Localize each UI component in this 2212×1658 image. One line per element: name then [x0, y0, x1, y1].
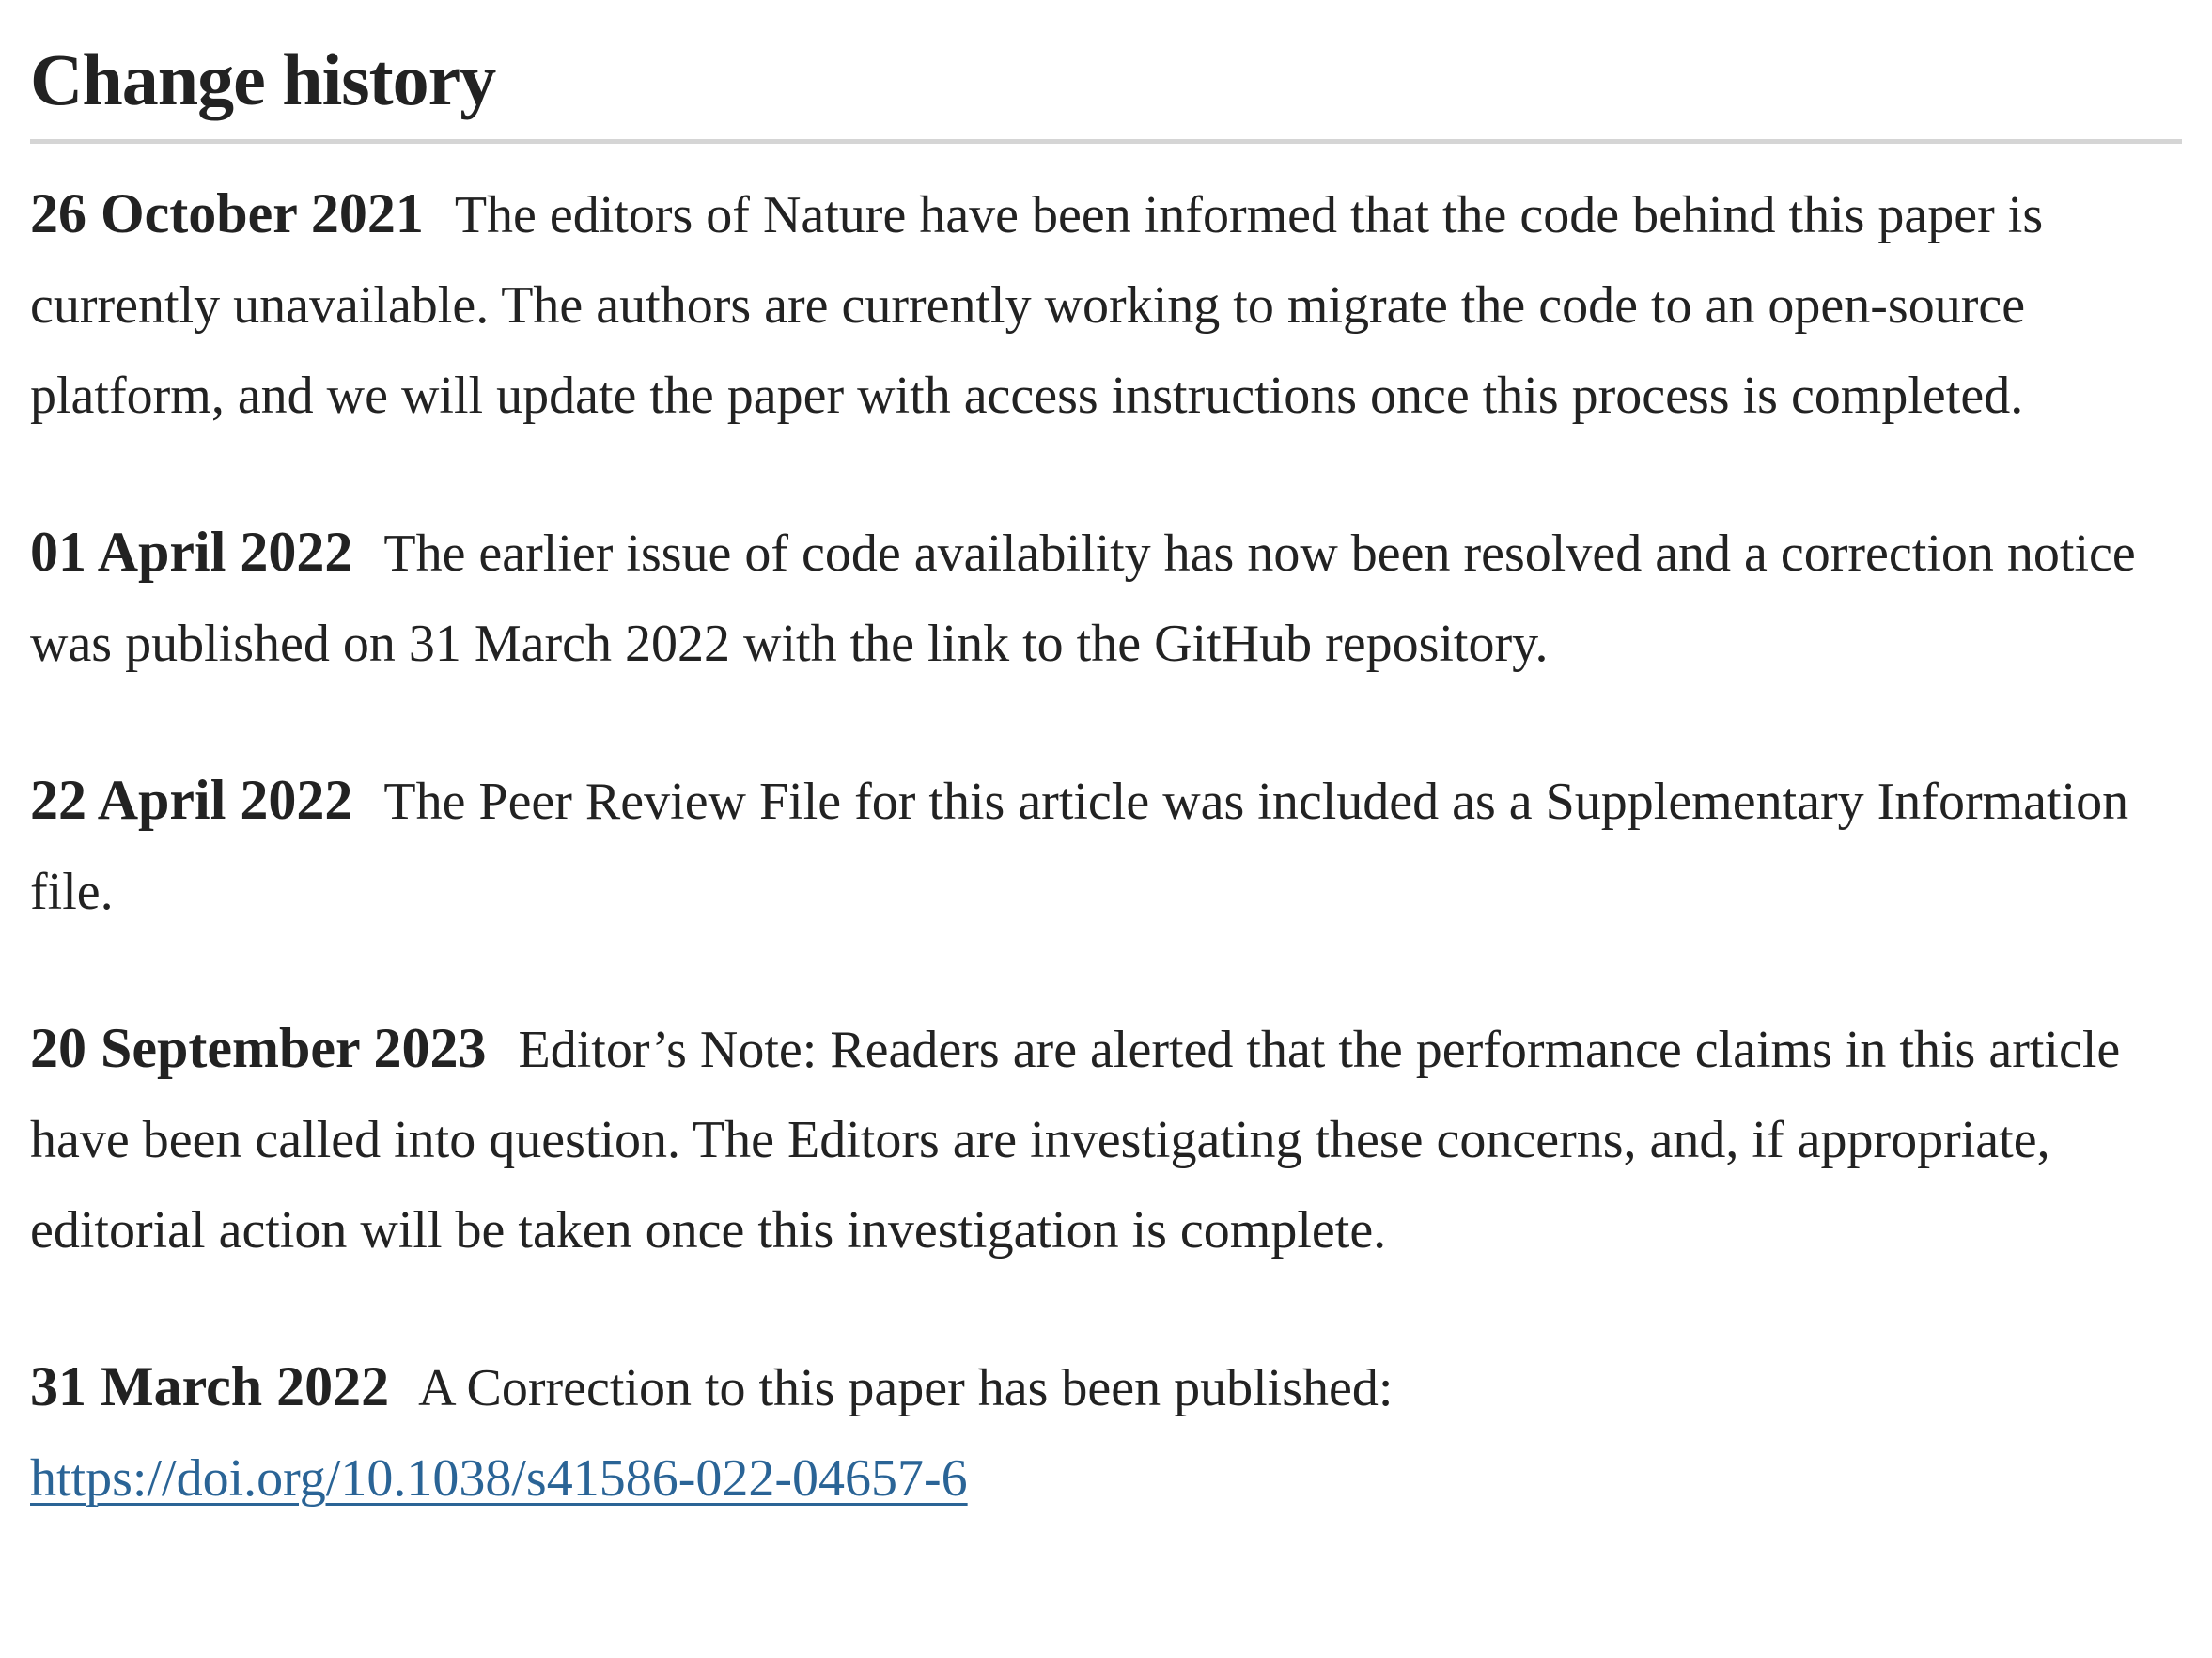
change-entry: [30, 1341, 2182, 1524]
change-entry: [30, 755, 2182, 937]
entry-date: 26 October 2021: [30, 181, 424, 244]
entry-date: 01 April 2022: [30, 520, 353, 583]
section-heading: Change history: [30, 39, 496, 120]
change-entry: [30, 168, 2182, 441]
change-history-section: [30, 36, 2182, 1589]
change-entry: [30, 507, 2182, 689]
entry-text: The Peer Review File for this article was included as a Supplementary Information file.: [30, 772, 2129, 921]
entry-text: A Correction to this paper has been published:: [418, 1358, 1394, 1417]
entry-date: 31 March 2022: [30, 1354, 390, 1417]
heading-divider: [30, 139, 2182, 144]
change-entry: [30, 1003, 2182, 1275]
entry-date: 22 April 2022: [30, 768, 353, 831]
correction-doi-link[interactable]: https://doi.org/10.1038/s41586-022-04657-6: [30, 1448, 968, 1508]
entry-date: 20 September 2023: [30, 1016, 487, 1079]
entry-text: The editors of Nature have been informed that the code behind this paper is currently unavailable. The authors are currently working to migrate the code to an open-source platform, and we will update the paper with access instructions once this process is completed.: [30, 185, 2044, 425]
entry-text: The earlier issue of code availability has now been resolved and a correction notice was published on 31 March 2022 with the link to the GitHub repository.: [30, 524, 2136, 673]
entry-text: Editor’s Note: Readers are alerted that the performance claims in this article have been called into question. The Editors are investigating these concerns, and, if appropriate, editorial action will be taken once this investigation is complete.: [30, 1020, 2121, 1259]
